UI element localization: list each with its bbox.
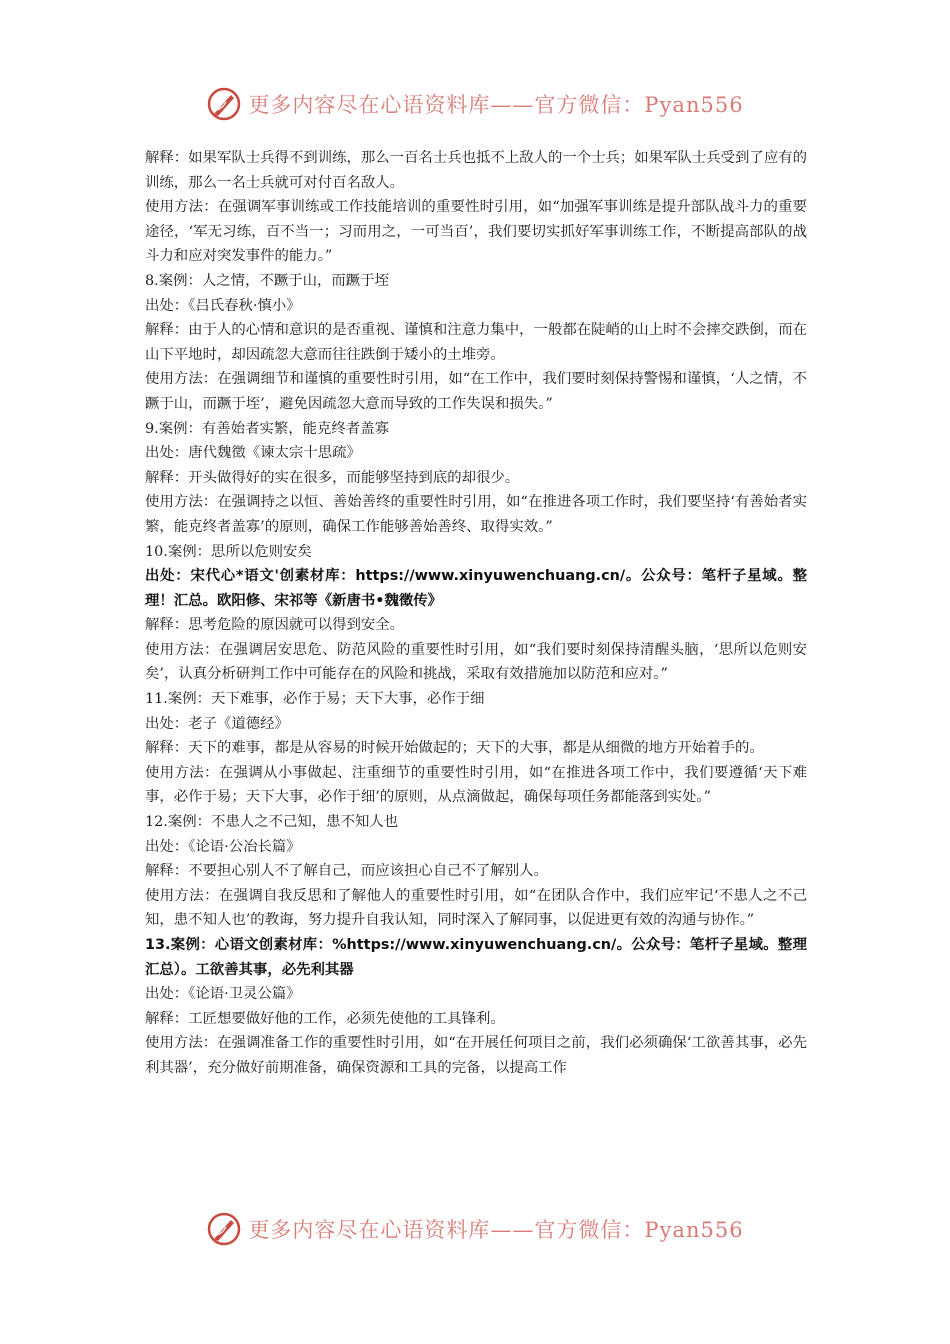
source-line-bold: 出处：宋代心*语文'创素材库：https://www.xinyuwenchuang.cn/。公众号：笔杆子星域。整理！汇总。欧阳修、宋祁等《新唐书•魏徵传》 (145, 568, 807, 609)
paragraph: 使用方法：在强调自我反思和了解他人的重要性时引用，如“在团队合作中，我们应牢记‘不患人之不己知，患不知人也’的教诲，努力提升自我认知，同时深入了解同事，以促进更有效的沟通与协作。” (145, 887, 807, 929)
paragraph: 使用方法：在强调持之以恒、善始善终的重要性时引用，如“在推进各项工作时，我们要坚持‘有善始者实繁，能克终者盖寡’的原则，确保工作能够善始善终、取得实效。” (145, 494, 807, 535)
paragraph: 解释：不要担心别人不了解自己，而应该担心自己不了解别人。 (145, 863, 548, 880)
paragraph: 解释：天下的难事，都是从容易的时候开始做起的；天下的大事，都是从细微的地方开始着手的。 (145, 740, 764, 757)
footer-banner (0, 1211, 950, 1247)
paragraph: 解释：由于人的心情和意识的是否重视、谨慎和注意力集中，一般都在陡峭的山上时不会摔交跌倒，而在山下平地时，却因疏忽大意而往往跌倒于矮小的土堆旁。 (145, 322, 807, 363)
source-line: 出处：老子《道德经》 (145, 715, 289, 732)
paragraph: 解释：工匠想要做好他的工作，必须先使他的工具锋利。 (145, 1010, 505, 1027)
case-heading: 9.案例：有善始者实繁，能克终者盖寡 (145, 420, 389, 437)
case-heading: 8.案例：人之情，不蹶于山，而蹶于垤 (145, 272, 389, 289)
quill-logo-icon (206, 1211, 242, 1247)
paragraph: 解释：开头做得好的实在很多，而能够坚持到底的却很少。 (145, 469, 520, 486)
case-heading-bold: 13.案例：心语文创素材库：%https://www.xinyuwenchuang.cn/。公众号：笔杆子星域。整理汇总）。工欲善其事，必先利其器 (145, 937, 807, 978)
case-heading: 10.案例：思所以危则安矣 (145, 543, 312, 560)
source-line: 出处：《论语·公冶长篇》 (145, 838, 301, 855)
header-banner (0, 86, 950, 122)
paragraph: 使用方法：在强调军事训练或工作技能培训的重要性时引用，如“加强军事训练是提升部队战斗力的重要途径，‘军无习练，百不当一；习而用之，一可当百’，我们要切实抓好军事训练工作，不断提高部队的战斗力和应对突发事件的能力。” (145, 199, 807, 265)
source-line: 出处：唐代魏徵《谏太宗十思疏》 (145, 445, 361, 462)
source-line: 出处：《论语·卫灵公篇》 (145, 986, 301, 1003)
document-body (145, 146, 807, 1081)
paragraph: 使用方法：在强调居安思危、防范风险的重要性时引用，如“我们要时刻保持清醒头脑，‘思所以危则安矣’，认真分析研判工作中可能存在的风险和挑战，采取有效措施加以防范和应对。” (145, 641, 807, 683)
quill-logo-icon (206, 86, 242, 122)
source-line: 出处：《吕氏春秋·慎小》 (145, 297, 301, 314)
case-heading: 11.案例：天下难事，必作于易；天下大事，必作于细 (145, 691, 485, 708)
footer-banner-text: 更多内容尽在心语资料库——官方微信：Pyan556 (248, 1218, 744, 1242)
paragraph: 使用方法：在强调准备工作的重要性时引用，如“在开展任何项目之前，我们必须确保‘工欲善其事，必先利其器’，充分做好前期准备，确保资源和工具的完备，以提高工作 (145, 1035, 807, 1076)
paragraph: 解释：思考危险的原因就可以得到安全。 (145, 617, 405, 634)
case-heading: 12.案例：不患人之不己知，患不知人也 (145, 814, 399, 831)
paragraph: 使用方法：在强调从小事做起、注重细节的重要性时引用，如“在推进各项工作中，我们要遵循‘天下难事，必作于易；天下大事，必作于细’的原则，从点滴做起，确保每项任务都能落到实处。” (145, 764, 807, 806)
paragraph: 解释：如果军队士兵得不到训练，那么一百名士兵也抵不上敌人的一个士兵；如果军队士兵受到了应有的训练，那么一名士兵就可对付百名敌人。 (145, 150, 807, 191)
header-banner-text: 更多内容尽在心语资料库——官方微信：Pyan556 (248, 93, 744, 117)
paragraph: 使用方法：在强调细节和谨慎的重要性时引用，如“在工作中，我们要时刻保持警惕和谨慎，‘人之情，不蹶于山，而蹶于垤’，避免因疏忽大意而导致的工作失误和损失。” (145, 371, 807, 412)
